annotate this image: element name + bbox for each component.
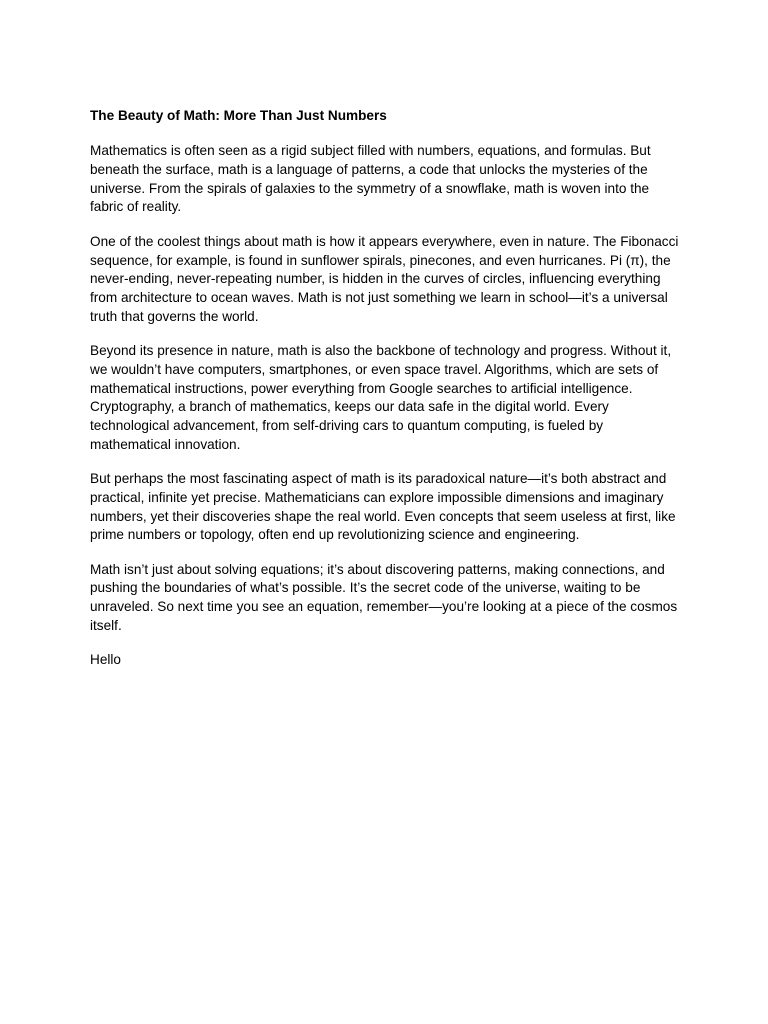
paragraph-intro: Mathematics is often seen as a rigid subject filled with numbers, equations, and formulas. But beneath the surface, math is a language of patterns, a code that unlocks the mysteries of the universe. From the spirals of galaxies to the symmetry of a snowflake, math is woven into the fabric of reality.	[90, 143, 651, 215]
closing-text: Hello	[90, 652, 121, 668]
paragraph-conclusion: Math isn’t just about solving equations; it’s about discovering patterns, making connections, and pushing the boundaries of what’s possible. It’s the secret code of the universe, waiting to be unraveled. So next time you see an equation, remember—you’re looking at a piece of the cosmos itself.	[90, 561, 678, 633]
document-body	[90, 107, 682, 670]
paragraph-technology: Beyond its presence in nature, math is also the backbone of technology and progress. Without it, we wouldn’t have computers, smartphones, or even space travel. Algorithms, which are sets of mathematical instructions, power everything from Google searches to artificial intelligence. Cryptography, a branch of mathematics, keeps our data safe in the digital world. Every technological advancement, from self-driving cars to quantum computing, is fueled by mathematical innovation.	[90, 343, 672, 452]
document-title: The Beauty of Math: More Than Just Numbers	[90, 108, 387, 123]
paragraph-paradox: But perhaps the most fascinating aspect of math is its paradoxical nature—it’s both abstract and practical, infinite yet precise. Mathematicians can explore impossible dimensions and imaginary numbers, yet their discoveries shape the real world. Even concepts that seem useless at first, like prime numbers or topology, often end up revolutionizing science and engineering.	[90, 471, 676, 543]
paragraph-nature: One of the coolest things about math is how it appears everywhere, even in nature. The Fibonacci sequence, for example, is found in sunflower spirals, pinecones, and even hurricanes. Pi (π), the never-ending, never-repeating number, is hidden in the curves of circles, influencing everything from architecture to ocean waves. Math is not just something we learn in school—it’s a universal truth that governs the world.	[90, 233, 679, 324]
